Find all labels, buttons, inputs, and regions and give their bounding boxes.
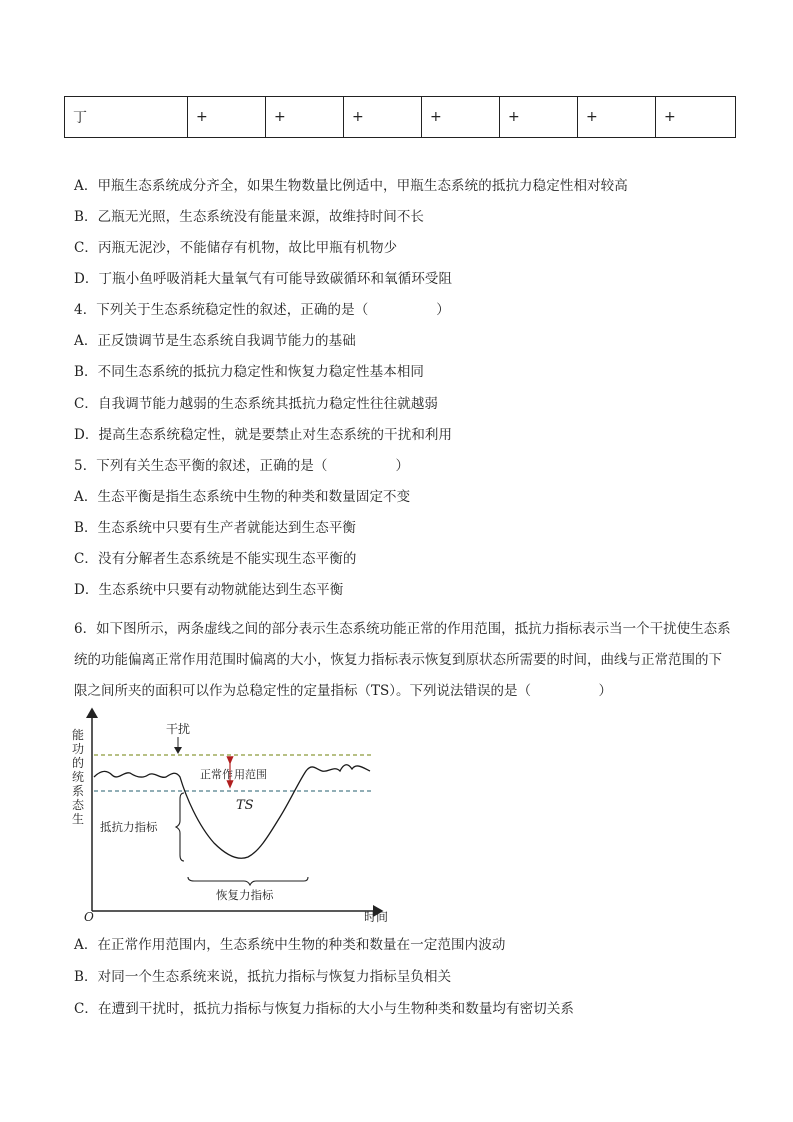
table-cell: + (266, 97, 344, 138)
q6-option-b: B．对同一个生态系统来说，抵抗力指标与恢复力指标呈负相关 (74, 969, 452, 985)
origin-label: O (84, 910, 94, 924)
stability-diagram (66, 705, 396, 925)
q3-option-c: C．丙瓶无泥沙，不能储存有机物，故比甲瓶有机物少 (74, 240, 398, 256)
x-axis-label: 时间 (364, 910, 389, 924)
table-cell-label: 丁 (65, 97, 188, 138)
table-cell: + (656, 97, 736, 138)
q4-option-d: D．提高生态系统稳定性，就是要禁止对生态系统的干扰和利用 (74, 427, 453, 443)
q5-option-d: D．生态系统中只要有动物就能达到生态平衡 (74, 582, 344, 598)
table-cell: + (422, 97, 500, 138)
y-axis-label: 生态系统的功能 (72, 728, 86, 826)
table-cell: + (578, 97, 656, 138)
resistance-bracket (176, 793, 184, 861)
recovery-bracket (188, 877, 308, 885)
table-cell: + (188, 97, 266, 138)
q6-option-a: A．在正常作用范围内，生态系统中生物的种类和数量在一定范围内波动 (74, 937, 506, 953)
q4-option-a: A．正反馈调节是生态系统自我调节能力的基础 (74, 333, 356, 349)
results-table (64, 96, 736, 138)
q3-option-a: A．甲瓶生态系统成分齐全，如果生物数量比例适中，甲瓶生态系统的抵抗力稳定性相对较高 (74, 178, 628, 194)
recovery-label: 恢复力指标 (216, 888, 274, 902)
q6-option-c: C．在遭到干扰时，抵抗力指标与恢复力指标的大小与生物种类和数量均有密切关系 (74, 1001, 575, 1017)
disturbance-label: 干扰 (166, 722, 191, 736)
q5-option-a: A．生态平衡是指生态系统中生物的种类和数量固定不变 (74, 489, 411, 505)
q6-stem: 6．如下图所示，两条虚线之间的部分表示生态系统功能正常的作用范围，抵抗力指标表示当一个干扰使生态系统的功能偏离正常作用范围时偏离的大小，恢复力指标表示恢复到原状态所需要的时间，曲线与正常范围的下限之间所夹的面积可以作为总稳定性的定量指标（TS）。下列说法错误的是（ ） (74, 621, 731, 699)
table-cell: + (500, 97, 578, 138)
stability-figure (66, 705, 396, 929)
normal-range-label-right: 用范围 (234, 768, 267, 781)
q5-option-c: C．没有分解者生态系统是不能实现生态平衡的 (74, 551, 357, 567)
ts-label: TS (236, 798, 254, 813)
normal-range-label-left: 正常作 (200, 768, 233, 781)
table-row (65, 97, 736, 138)
q5-option-b: B．生态系统中只要有生产者就能达到生态平衡 (74, 520, 357, 536)
resistance-label: 抵抗力指标 (100, 820, 158, 834)
q4-option-c: C．自我调节能力越弱的生态系统其抵抗力稳定性往往就越弱 (74, 396, 439, 412)
table-cell: + (344, 97, 422, 138)
q5-stem: 5．下列有关生态平衡的叙述，正确的是（ ） (74, 458, 410, 474)
q3-option-d: D．丁瓶小鱼呼吸消耗大量氧气有可能导致碳循环和氧循环受阻 (74, 271, 453, 287)
q4-stem: 4．下列关于生态系统稳定性的叙述，正确的是（ ） (74, 302, 450, 318)
q3-option-b: B．乙瓶无光照，生态系统没有能量来源，故维持时间不长 (74, 209, 425, 225)
q4-option-b: B．不同生态系统的抵抗力稳定性和恢复力稳定性基本相同 (74, 364, 425, 380)
